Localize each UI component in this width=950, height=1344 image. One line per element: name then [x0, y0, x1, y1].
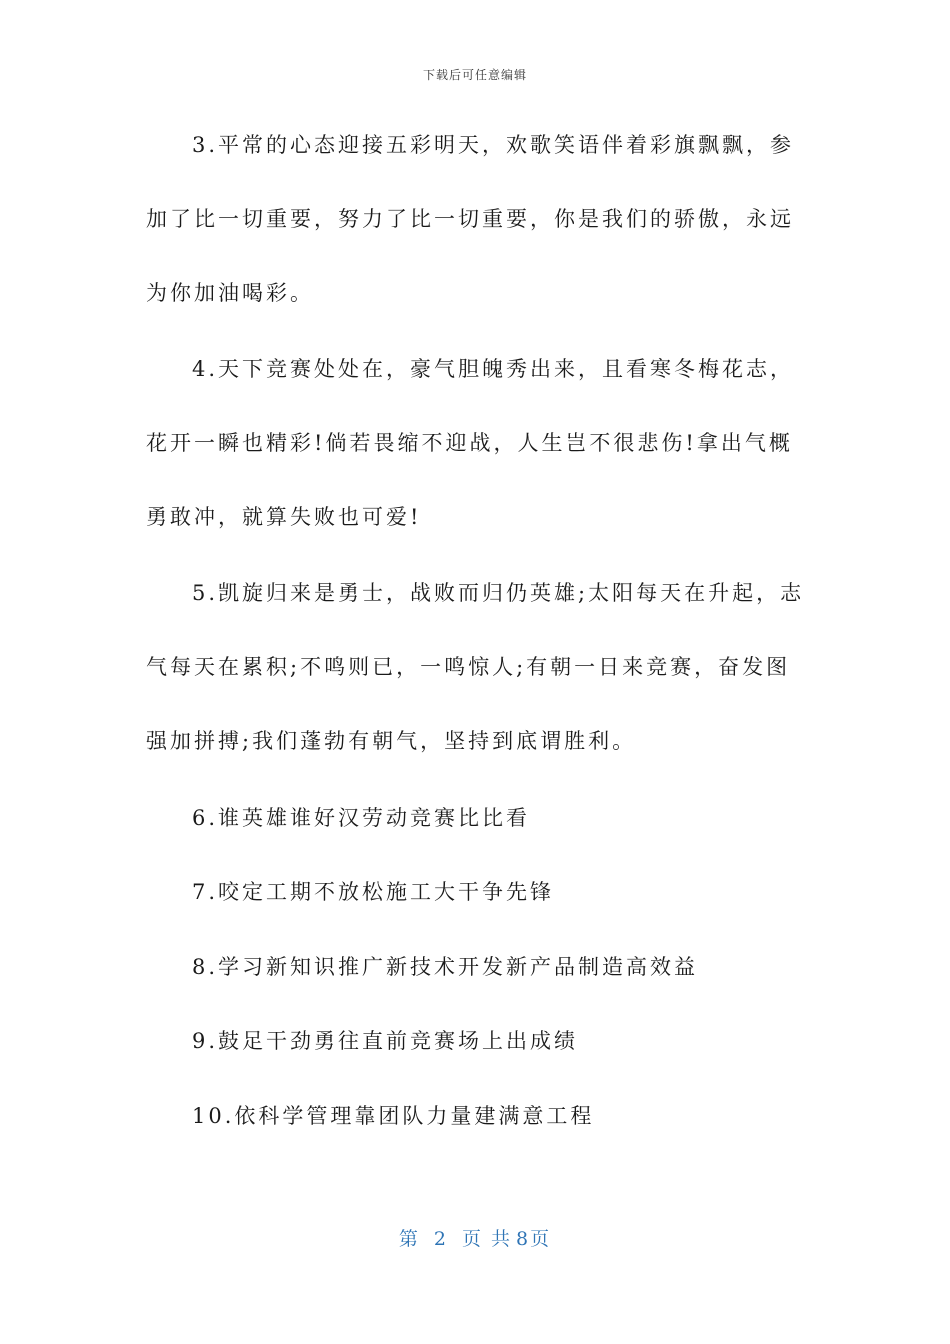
- paragraph-line: 花开一瞬也精彩!倘若畏缩不迎战，人生岂不很悲伤!拿出气概: [146, 431, 793, 455]
- footer-total-pages: 8: [516, 1228, 531, 1250]
- paragraph-line: 强加拼搏;我们蓬勃有朝气，坚持到底谓胜利。: [146, 729, 637, 753]
- footer-middle: 页 共: [461, 1228, 513, 1250]
- paragraph-line: 5.凯旋归来是勇士，战败而归仍英雄;太阳每天在升起，志: [192, 581, 805, 605]
- slogan-item-7: 7.咬定工期不放松施工大干争先锋: [192, 880, 555, 904]
- paragraph-item-4: [146, 332, 806, 554]
- slogan-item-6: 6.谁英雄谁好汉劳动竞赛比比看: [192, 806, 531, 830]
- page-header-note: 下载后可任意编辑: [422, 68, 527, 82]
- page-footer: [0, 1224, 950, 1251]
- slogan-item-9: 9.鼓足干劲勇往直前竞赛场上出成绩: [192, 1029, 579, 1053]
- slogan-item-8: 8.学习新知识推广新技术开发新产品制造高效益: [192, 955, 699, 979]
- paragraph-line: 4.天下竞赛处处在，豪气胆魄秀出来，且看寒冬梅花志，: [192, 357, 795, 381]
- footer-suffix: 页: [530, 1228, 552, 1250]
- paragraph-line: 加了比一切重要，努力了比一切重要，你是我们的骄傲，永远: [146, 207, 794, 231]
- paragraph-item-5: [146, 556, 806, 778]
- paragraph-line: 3.平常的心态迎接五彩明天，欢歌笑语伴着彩旗飘飘，参: [192, 133, 795, 157]
- footer-prefix: 第: [398, 1228, 420, 1250]
- paragraph-line: 气每天在累积;不鸣则已，一鸣惊人;有朝一日来竞赛，奋发图: [146, 655, 791, 679]
- paragraph-item-3: [146, 108, 806, 330]
- slogan-item-10: 10.依科学管理靠团队力量建满意工程: [192, 1104, 595, 1128]
- paragraph-line: 为你加油喝彩。: [146, 281, 314, 305]
- footer-page-number: 2: [433, 1228, 448, 1250]
- paragraph-line: 勇敢冲，就算失败也可爱!: [146, 505, 422, 529]
